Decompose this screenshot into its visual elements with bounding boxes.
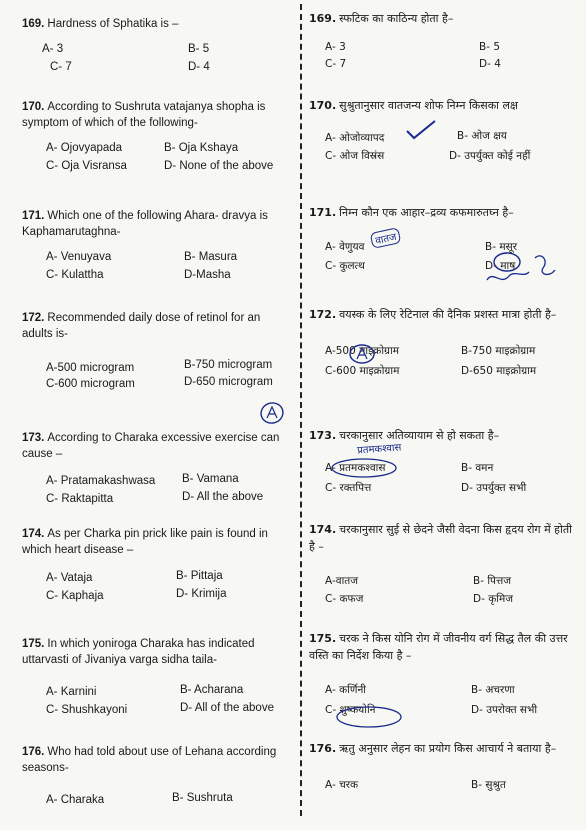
circle-mark-icon	[333, 704, 403, 730]
option-c: C- Oja Visransa	[46, 160, 127, 172]
question-text: वयस्क के लिए रेटिनाल की दैनिक प्रशस्त मात्रा होती है–	[339, 308, 557, 321]
question-number: 175.	[22, 638, 45, 650]
option-b: B- वमन	[461, 462, 494, 474]
question-text: As per Charka pin prick like pain is found in which heart disease –	[22, 528, 268, 556]
question-172-hi	[309, 306, 579, 381]
option-b: B- अचरणा	[471, 684, 515, 696]
option-b: B- Masura	[184, 251, 238, 263]
option-b: B- Oja Kshaya	[164, 142, 239, 154]
question-174-en	[22, 526, 294, 608]
option-a: A- 3	[42, 43, 64, 55]
question-number: 173.	[309, 429, 337, 442]
option-d: D- कृमिज	[473, 593, 514, 605]
question-number: 175.	[309, 632, 337, 645]
option-c: C- 7	[325, 58, 347, 70]
question-176-hi	[309, 740, 579, 815]
option-b: B- 5	[479, 41, 501, 53]
option-c: C- कफज	[325, 593, 364, 605]
question-172-en	[22, 310, 294, 398]
option-c: C- Shushkayoni	[46, 704, 128, 716]
option-a: A- प्रतमकश्वास	[325, 462, 386, 474]
option-b: B-750 माइक्रोग्राम	[461, 345, 536, 357]
option-c: C- शुष्कयोनि	[325, 704, 376, 716]
question-text: चरक ने किस योनि रोग में जीवनीय वर्ग सिद्ध तैल की उत्तर वस्ति का निर्देश किया है –	[309, 632, 568, 662]
option-a: A- Venuyava	[46, 251, 112, 263]
option-a: A- Vataja	[46, 572, 93, 584]
option-c: C- ओज विस्रंस	[325, 150, 385, 162]
options	[309, 130, 579, 168]
question-text: According to Charaka excessive exercise can cause –	[22, 432, 280, 460]
option-d: D- All the above	[182, 491, 264, 503]
option-c: C- 7	[50, 61, 72, 73]
option-d: D- Krimija	[176, 588, 227, 600]
question-176-en	[22, 744, 294, 830]
option-a: A-500 microgram	[46, 362, 135, 374]
circled-a-icon	[347, 342, 377, 366]
question-text: Hardness of Sphatika is –	[47, 18, 179, 30]
question-number: 171.	[22, 210, 45, 222]
question-text: चरकानुसार अतिव्यायाम से हो सकता है–	[339, 429, 500, 442]
options	[22, 792, 294, 830]
option-a: A- ओजोव्यापद	[325, 132, 385, 144]
question-169-hi	[309, 10, 579, 77]
option-a: A- 3	[325, 41, 346, 53]
question-175-hi	[309, 630, 579, 720]
options	[309, 39, 579, 77]
question-170-hi	[309, 97, 579, 168]
option-a: A- कर्णिनी	[325, 684, 367, 696]
option-c: C-600 माइक्रोग्राम	[325, 365, 400, 377]
question-text: निम्न कौन एक आहार–द्रव्य कफमारुतघ्न है–	[339, 206, 514, 219]
question-174-hi	[309, 521, 579, 611]
question-text: सुश्रुतानुसार वातजन्य शोफ निम्न किसका लक्ष	[339, 99, 518, 112]
option-d: D-Masha	[184, 269, 231, 281]
option-d: D- माष	[485, 260, 516, 272]
question-171-hi	[309, 204, 579, 277]
options	[22, 140, 294, 178]
option-d: D- 4	[479, 58, 501, 70]
option-b: B- सुश्रुत	[471, 779, 506, 791]
circled-a-icon	[258, 400, 288, 426]
checkmark-icon	[404, 119, 438, 141]
question-text: According to Sushruta vatajanya shopha is symptom of which of the following-	[22, 101, 266, 129]
options	[22, 684, 294, 722]
options	[22, 570, 294, 608]
option-b: B-750 microgram	[184, 359, 273, 371]
option-c: C- Kaphaja	[46, 590, 104, 602]
option-d: D- 4	[188, 61, 210, 73]
question-number: 170.	[22, 101, 45, 113]
hindi-column	[305, 0, 586, 818]
option-d: D- उपर्युक्त कोई नहीं	[449, 150, 531, 162]
circle-mark-icon	[329, 457, 399, 479]
option-b: B- Pittaja	[176, 570, 223, 582]
question-173-hi	[309, 427, 579, 498]
option-a: A-वातज	[325, 575, 359, 587]
option-b: B- Sushruta	[172, 792, 233, 804]
option-d: D-650 microgram	[184, 376, 273, 388]
option-a: A-500 माइक्रोग्राम	[325, 345, 399, 357]
question-number: 176.	[22, 746, 45, 758]
options	[22, 473, 294, 511]
question-text: In which yoniroga Charaka has indicated uttarvasti of Jivaniya varga sidha taila-	[22, 638, 255, 666]
option-c: C- Kulattha	[46, 269, 104, 281]
question-number: 172.	[309, 308, 337, 321]
question-number: 174.	[22, 528, 45, 540]
option-a: A- Pratamakashwasa	[46, 475, 156, 487]
option-a: A- Charaka	[46, 794, 105, 806]
question-number: 173.	[22, 432, 45, 444]
question-text: Who had told about use of Lehana according seasons-	[22, 746, 277, 774]
option-a: A- Ojovyapada	[46, 142, 123, 154]
option-d: D- उपरोक्त सभी	[471, 704, 538, 716]
option-d: D- All of the above	[180, 702, 274, 714]
options	[22, 360, 294, 398]
question-text: ऋतु अनुसार लेहन का प्रयोग किस आचार्य ने बताया है–	[339, 742, 557, 755]
options	[309, 777, 579, 815]
question-number: 172.	[22, 312, 45, 324]
question-text: Which one of the following Ahara- dravya is Kaphamarutaghna-	[22, 210, 268, 238]
question-173-en	[22, 430, 294, 511]
question-171-en	[22, 208, 294, 287]
option-a: A- Karnini	[46, 686, 97, 698]
option-a: A- वेणुयव	[325, 241, 365, 253]
option-c: C- Raktapitta	[46, 493, 114, 505]
option-b: B- पित्तज	[473, 575, 512, 587]
option-b: B- Acharana	[180, 684, 244, 696]
question-169-en	[22, 16, 294, 79]
option-b: B- 5	[188, 43, 210, 55]
question-text: स्फटिक का काठिन्य होता है–	[339, 12, 454, 25]
question-number: 176.	[309, 742, 337, 755]
option-b: B- ओज क्षय	[457, 130, 507, 142]
option-d: D- उपर्युक्त सभी	[461, 482, 527, 494]
option-d: D-650 माइक्रोग्राम	[461, 365, 537, 377]
column-divider	[300, 4, 302, 816]
question-text: Recommended daily dose of retinol for an adults is-	[22, 312, 261, 340]
question-number: 170.	[309, 99, 337, 112]
handwritten-note: प्रतमकश्वास	[356, 442, 402, 457]
question-170-en	[22, 99, 294, 178]
options	[22, 249, 294, 287]
option-c: C-600 microgram	[46, 378, 135, 390]
question-number: 171.	[309, 206, 337, 219]
options	[22, 41, 294, 79]
option-a: A- चरक	[325, 779, 359, 791]
option-d: D- None of the above	[164, 160, 274, 172]
question-175-en	[22, 636, 294, 722]
option-c: C- रक्तपित्त	[325, 482, 372, 494]
scribble-icon	[479, 248, 559, 288]
question-number: 169.	[22, 18, 45, 30]
handwritten-note: वातज	[370, 227, 402, 249]
option-b: B- Vamana	[182, 473, 239, 485]
question-text: चरकानुसार सुई से छेदने जैसी वेदना किस हृदय रोग में होती है –	[309, 523, 572, 553]
question-number: 174.	[309, 523, 337, 536]
options	[309, 573, 579, 611]
question-number: 169.	[309, 12, 337, 25]
option-c: C- कुलत्थ	[325, 260, 365, 272]
option-b: B- मसूर	[485, 241, 518, 253]
